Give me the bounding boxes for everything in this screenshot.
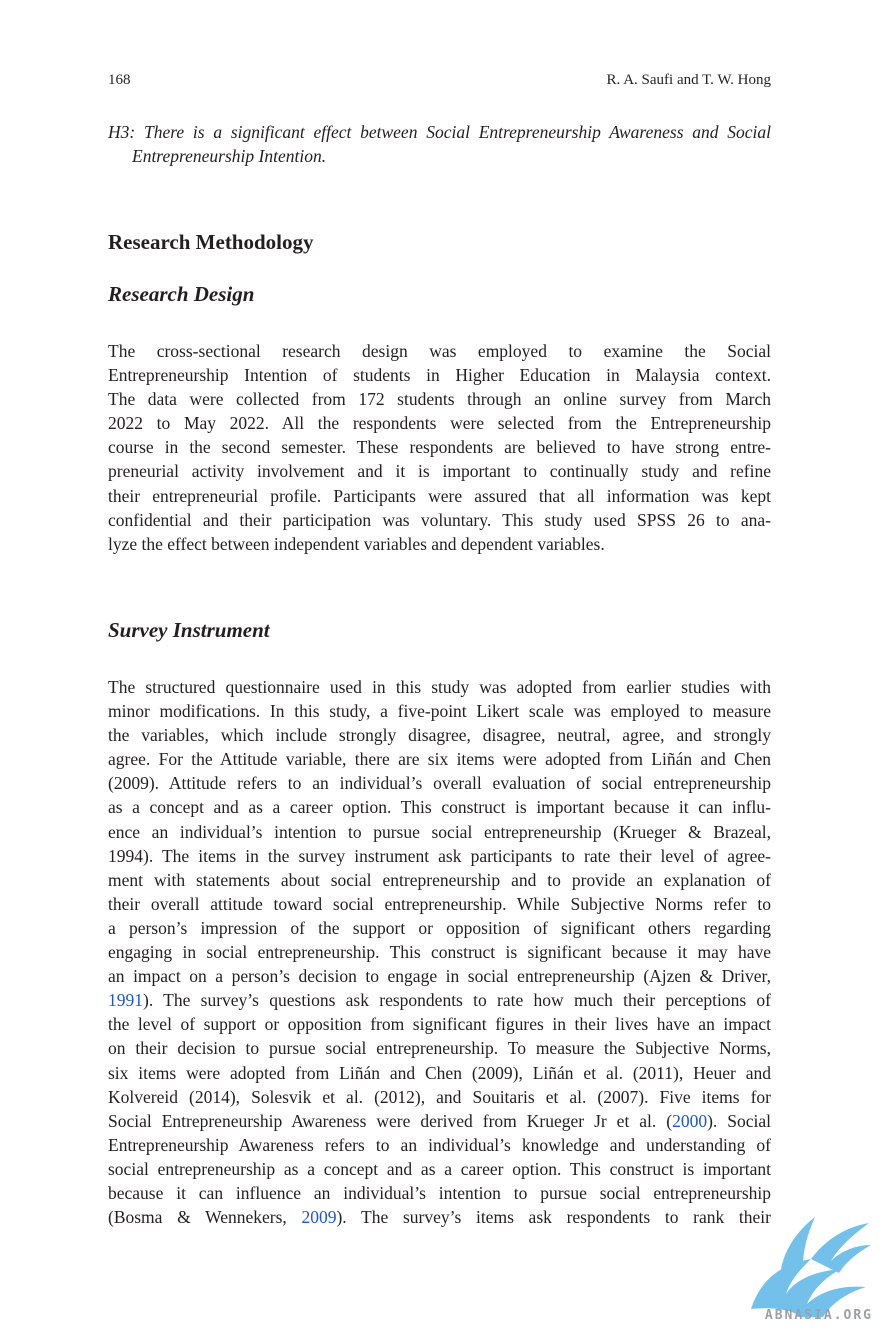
text-line: engaging in social entrepreneurship. This construct is significant because it may have <box>108 942 771 963</box>
text-line: Entrepreneurship Intention of students in Higher Education in Malaysia context. <box>108 365 771 386</box>
text-line: The structured questionnaire used in this study was adopted from earlier studies with <box>108 677 771 697</box>
text-line: The data were collected from 172 students through an online survey from March <box>108 389 771 410</box>
text-line: their entrepreneurial profile. Participants were assured that all information was kept <box>108 485 771 506</box>
text-line: their overall attitude toward social entrepreneurship. While Subjective Norms refer to <box>108 893 771 914</box>
text-line: 2022 to May 2022. All the respondents were selected from the Entrepreneurship <box>108 413 771 434</box>
text-line: agree. For the Attitude variable, there are six items were adopted from Liñán and Chen <box>108 749 771 770</box>
text-line: preneurial activity involvement and it is important to continually study and refine <box>108 461 771 482</box>
text-line: lyze the effect between independent variables and dependent variables. <box>108 533 605 554</box>
text-line: The cross-sectional research design was employed to examine the Social <box>108 341 771 361</box>
text-fragment: ). Social <box>707 1110 771 1131</box>
page-number: 168 <box>108 72 131 88</box>
watermark-text: ABNASIA.ORG <box>764 1308 873 1323</box>
text-line: Kolvereid (2014), Solesvik et al. (2012), and Souitaris et al. (2007). Five items for <box>108 1086 771 1107</box>
running-head-authors: R. A. Saufi and T. W. Hong <box>606 72 771 88</box>
text-line: the variables, which include strongly disagree, disagree, neutral, agree, and strongly <box>108 725 771 746</box>
survey-instrument-paragraph <box>108 675 771 1229</box>
citation-link-1991[interactable]: 1991 <box>108 990 143 1011</box>
text-line-with-citation <box>108 1205 771 1229</box>
text-line-with-citation <box>108 988 771 1012</box>
text-line: six items were adopted from Liñán and Chen (2009), Liñán et al. (2011), Heuer and <box>108 1062 771 1083</box>
text-line: Entrepreneurship Awareness refers to an individual’s knowledge and understanding of <box>108 1134 771 1155</box>
subsection-survey-instrument: Survey Instrument <box>108 618 270 642</box>
text-line: on their decision to pursue social entrepreneurship. To measure the Subjective Norms, <box>108 1038 771 1059</box>
section-title: Research Methodology <box>108 230 314 254</box>
text-line: because it can influence an individual’s intention to pursue social entrepreneurship <box>108 1182 771 1203</box>
text-line: as a concept and as a career option. This construct is important because it can influ- <box>108 797 771 818</box>
research-design-paragraph <box>108 339 771 556</box>
text-line: a person’s impression of the support or opposition of significant others regarding <box>108 917 771 938</box>
bird-logo-icon <box>741 1209 873 1319</box>
text-line: confidential and their participation was voluntary. This study used SPSS 26 to ana- <box>108 509 771 530</box>
citation-link-2000[interactable]: 2000 <box>672 1110 708 1131</box>
text-line: course in the second semester. These respondents are believed to have strong entre- <box>108 437 771 458</box>
citation-link-2009[interactable]: 2009 <box>301 1207 337 1228</box>
text-line: 1994). The items in the survey instrument ask participants to rate their level of agree- <box>108 845 771 866</box>
text-fragment: ). The survey’s items ask respondents to rank their <box>336 1207 771 1228</box>
text-fragment: (Bosma & Wennekers, <box>108 1207 302 1228</box>
subsection-research-design: Research Design <box>108 282 255 306</box>
running-head <box>108 70 771 90</box>
text-line: social entrepreneurship as a concept and as a career option. This construct is important <box>108 1158 771 1179</box>
text-line: (2009). Attitude refers to an individual’s overall evaluation of social entrepreneurship <box>108 773 771 794</box>
text-line: an impact on a person’s decision to engage in social entrepreneurship (Ajzen & Driver, <box>108 966 771 987</box>
hypothesis-h3: H3: There is a significant effect between Social Entrepreneurship Awareness and Social Entrepreneurship Intention. <box>108 122 771 166</box>
text-line: ence an individual’s intention to pursue social entrepreneurship (Krueger & Brazeal, <box>108 821 771 842</box>
text-fragment: Social Entrepreneurship Awareness were derived from Krueger Jr et al. ( <box>108 1110 673 1131</box>
text-line: ment with statements about social entrepreneurship and to provide an explanation of <box>108 869 771 890</box>
text-fragment: ). The survey’s questions ask respondents to rate how much their perceptions of <box>143 990 771 1011</box>
text-line: minor modifications. In this study, a five-point Likert scale was employed to measure <box>108 701 771 722</box>
text-line-with-citation <box>108 1109 771 1133</box>
text-line: the level of support or opposition from significant figures in their lives have an impact <box>108 1014 771 1035</box>
